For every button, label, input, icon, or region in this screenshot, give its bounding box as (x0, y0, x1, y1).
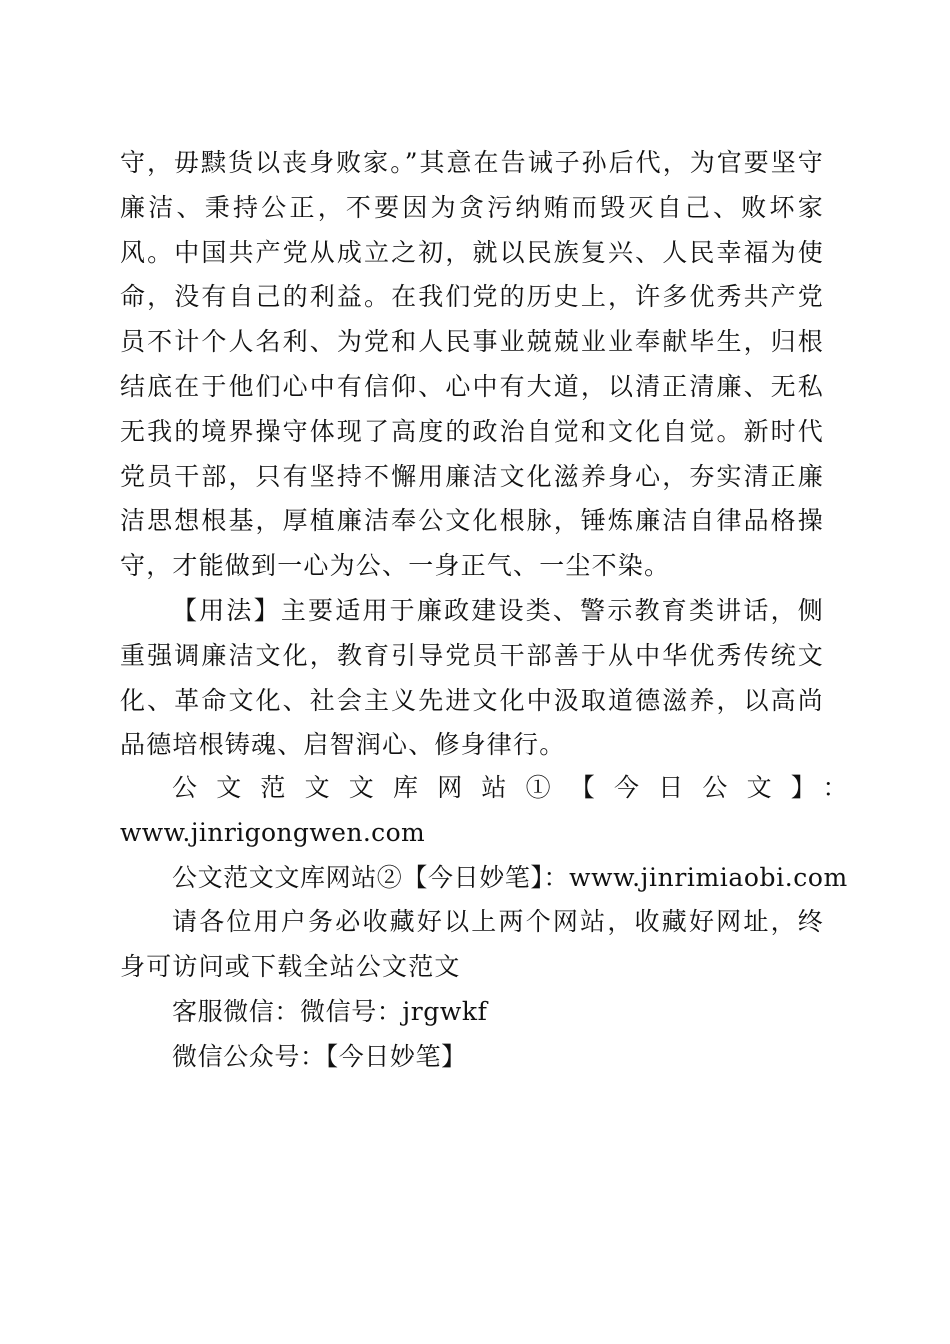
usage-paragraph: 【用法】主要适用于廉政建设类、警示教育类讲话，侧重强调廉洁文化，教育引导党员干部善于从中华优秀传统文化、革命文化、社会主义先进文化中汲取道德滋养，以高尚品德培根铸魂、启智润心、修身律行。 (120, 595, 824, 760)
body-paragraph-continued: 守，毋黩货以丧身败家。”其意在告诫子孙后代，为官要坚守廉洁、秉持公正，不要因为贪污纳贿而毁灭自己、败坏家风。中国共产党从成立之初，就以民族复兴、人民幸福为使命，没有自己的利益。在我们党的历史上，许多优秀共产党员不计个人名利、为党和人民事业兢兢业业奉献毕生，归根结底在于他们心中有信仰、心中有大道，以清正清廉、无私无我的境界操守体现了高度的政治自觉和文化自觉。新时代党员干部，只有坚持不懈用廉洁文化滋养身心，夯实清正廉洁思想根基，厚植廉洁奉公文化根脉，锤炼廉洁自律品格操守，才能做到一心为公、一身正气、一尘不染。 (120, 148, 824, 581)
bookmark-reminder: 请各位用户务必收藏好以上两个网站，收藏好网址，终身可访问或下载全站公文范文 (120, 907, 824, 982)
site2-line[interactable]: 公文范文文库网站②【今日妙笔】：www.jinrimiaobi.com (172, 862, 848, 892)
site1-label: 公文范文文库网站①【今日公文】： (172, 773, 867, 802)
service-wechat: 客服微信：微信号：jrgwkf (172, 996, 488, 1026)
official-account: 微信公众号：【今日妙笔】 (172, 1041, 467, 1071)
site-notice (120, 766, 867, 1080)
site1-url[interactable]: www.jinrigongwen.com (120, 817, 426, 847)
document-body (120, 141, 824, 768)
